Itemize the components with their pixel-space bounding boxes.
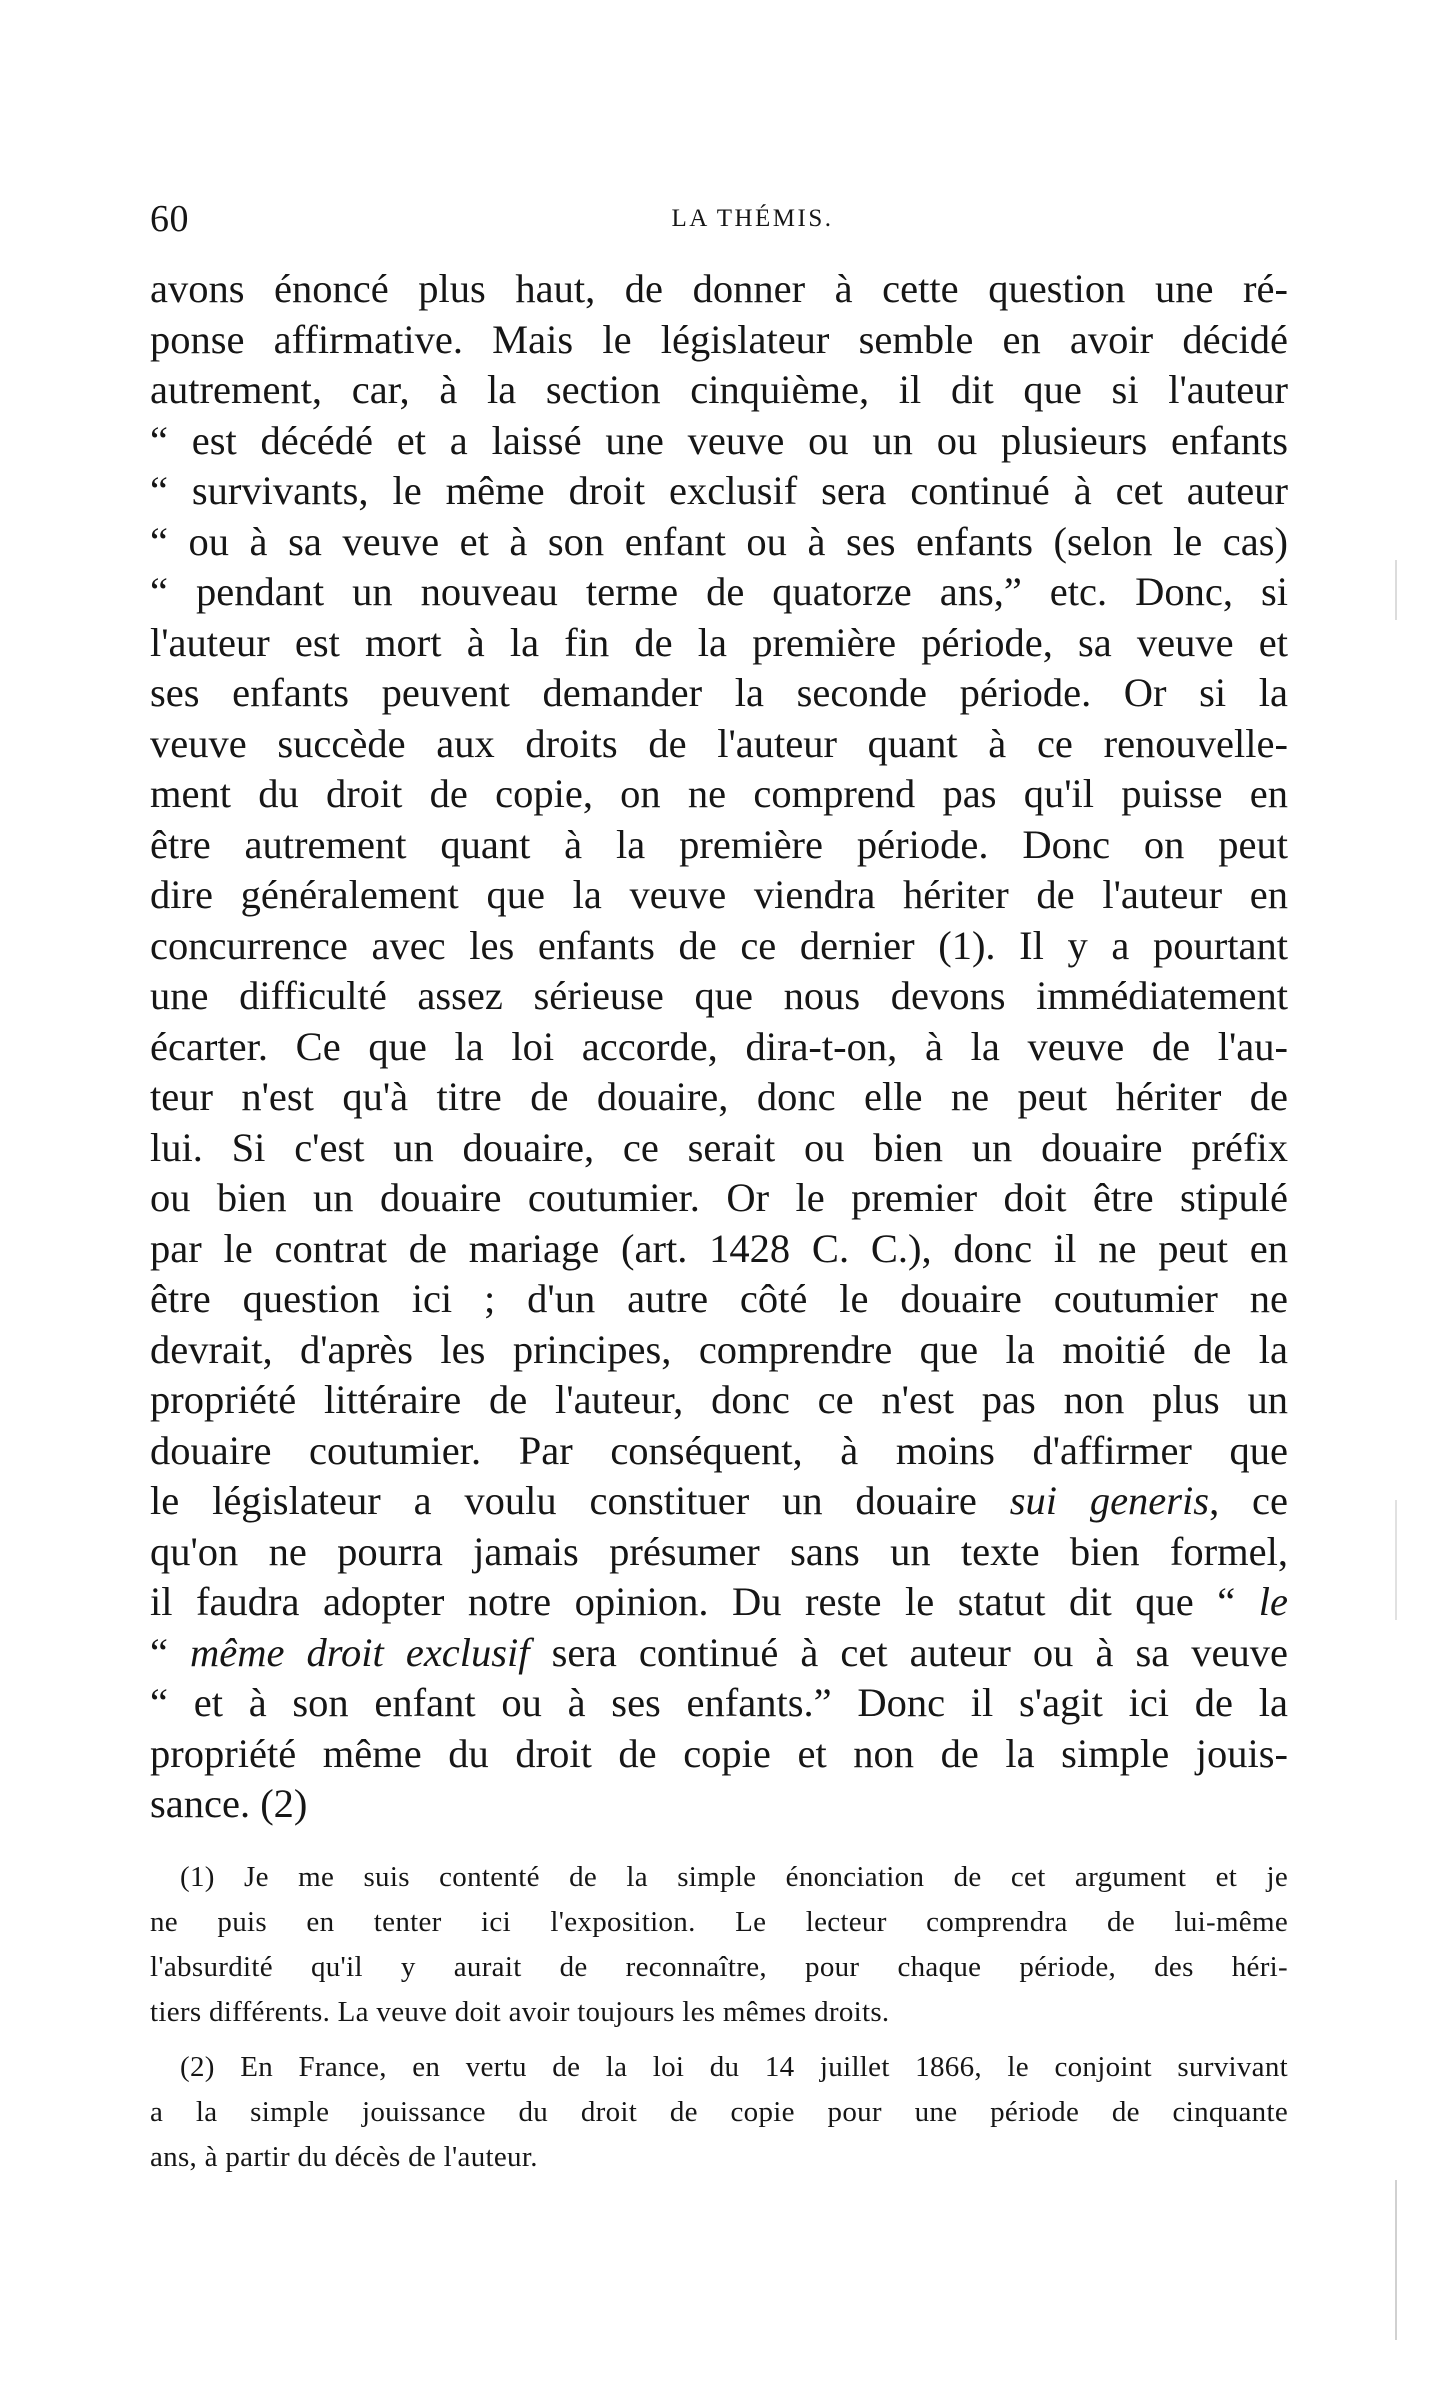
footnote-gap	[150, 2035, 1288, 2045]
text-line	[150, 1577, 1288, 1628]
footnote-1	[150, 1855, 1288, 2035]
footnote-line: (1) Je me suis contenté de la simple énonciation de cet argument et je	[180, 1861, 1288, 1893]
scan-edge-mark	[1395, 2180, 1397, 2340]
footnote-line: ans, à partir du décès de l'auteur.	[150, 2141, 538, 2173]
footnote-line: tiers différents. La veuve doit avoir toujours les mêmes droits.	[150, 1996, 890, 2028]
body-text	[150, 264, 1288, 1830]
text-line	[150, 1628, 1288, 1679]
text-segment: le législateur a voulu constituer un douaire	[150, 1478, 1010, 1523]
text-line: écarter. Ce que la loi accorde, dira-t-on, à la veuve de l'au-	[150, 1023, 1288, 1069]
text-line: veuve succède aux droits de l'auteur quant à ce renouvelle-	[150, 720, 1288, 766]
text-line: “ pendant un nouveau terme de quatorze ans,” etc. Donc, si	[150, 569, 1288, 614]
text-line: “ survivants, le même droit exclusif sera continué à cet auteur	[150, 468, 1288, 513]
text-line: ponse affirmative. Mais le législateur semble en avoir décidé	[150, 316, 1288, 362]
footnote-line: (2) En France, en vertu de la loi du 14 juillet 1866, le conjoint survivant	[180, 2051, 1288, 2083]
footnotes	[150, 1855, 1288, 2180]
text-line: sance. (2)	[150, 1781, 308, 1826]
text-line: “ est décédé et a laissé une veuve ou un ou plusieurs enfants	[150, 417, 1288, 463]
text-segment: “	[150, 1629, 191, 1675]
text-line: lui. Si c'est un douaire, ce serait ou bien un douaire préfix	[150, 1124, 1288, 1170]
footnote-line: ne puis en tenter ici l'exposition. Le lecteur comprendra de lui-même	[150, 1906, 1288, 1938]
text-line: devrait, d'après les principes, comprendre que la moitié de la	[150, 1326, 1288, 1372]
italic-phrase: sui generis	[1009, 1478, 1210, 1523]
running-title: LA THÉMIS.	[671, 205, 834, 232]
text-line: par le contrat de mariage (art. 1428 C. C.), donc il ne peut en	[150, 1225, 1288, 1271]
text-line: concurrence avec les enfants de ce dernier (1). Il y a pourtant	[150, 922, 1288, 968]
text-line: autrement, car, à la section cinquième, il dit que si l'auteur	[150, 367, 1288, 412]
text-line: dire généralement que la veuve viendra hériter de l'auteur en	[150, 872, 1288, 917]
footnote-line: a la simple jouissance du droit de copie pour une période de cinquante	[150, 2096, 1288, 2128]
scan-edge-mark	[1395, 1500, 1397, 1620]
text-segment: sera continué à cet auteur ou à sa veuve	[529, 1629, 1288, 1675]
italic-phrase: même droit exclusif	[190, 1629, 530, 1675]
text-line: être autrement quant à la première période. Donc on peut	[150, 821, 1288, 867]
text-line: une difficulté assez sérieuse que nous devons immédiatement	[150, 973, 1288, 1018]
italic-phrase: le	[1258, 1579, 1288, 1624]
footnote-2	[150, 2045, 1288, 2180]
text-line: être question ici ; d'un autre côté le douaire coutumier ne	[150, 1276, 1288, 1321]
text-segment: il faudra adopter notre opinion. Du reste le statut dit que “	[150, 1579, 1259, 1624]
text-line: “ et à son enfant ou à ses enfants.” Donc il s'agit ici de la	[150, 1680, 1288, 1725]
text-line: l'auteur est mort à la fin de la première période, sa veuve et	[150, 619, 1288, 665]
text-line: ses enfants peuvent demander la seconde période. Or si la	[150, 670, 1288, 715]
text-line: avons énoncé plus haut, de donner à cette question une ré-	[150, 266, 1288, 311]
text-line: propriété littéraire de l'auteur, donc ce n'est pas non plus un	[150, 1377, 1288, 1422]
text-line	[150, 1476, 1288, 1527]
text-line: “ ou à sa veuve et à son enfant ou à ses enfants (selon le cas)	[150, 518, 1288, 564]
text-line: qu'on ne pourra jamais présumer sans un texte bien formel,	[150, 1528, 1288, 1574]
text-line: propriété même du droit de copie et non de la simple jouis-	[150, 1730, 1288, 1776]
page-number: 60	[150, 198, 189, 240]
text-line: ou bien un douaire coutumier. Or le premier doit être stipulé	[150, 1175, 1288, 1220]
text-line: ment du droit de copie, on ne comprend pas qu'il puisse en	[150, 771, 1288, 816]
text-line: teur n'est qu'à titre de douaire, donc elle ne peut hériter de	[150, 1074, 1288, 1119]
text-segment: , ce	[1209, 1478, 1288, 1523]
scan-edge-mark	[1395, 560, 1397, 620]
text-line: douaire coutumier. Par conséquent, à moins d'affirmer que	[150, 1427, 1288, 1473]
footnote-line: l'absurdité qu'il y aurait de reconnaître, pour chaque période, des héri-	[150, 1951, 1288, 1983]
